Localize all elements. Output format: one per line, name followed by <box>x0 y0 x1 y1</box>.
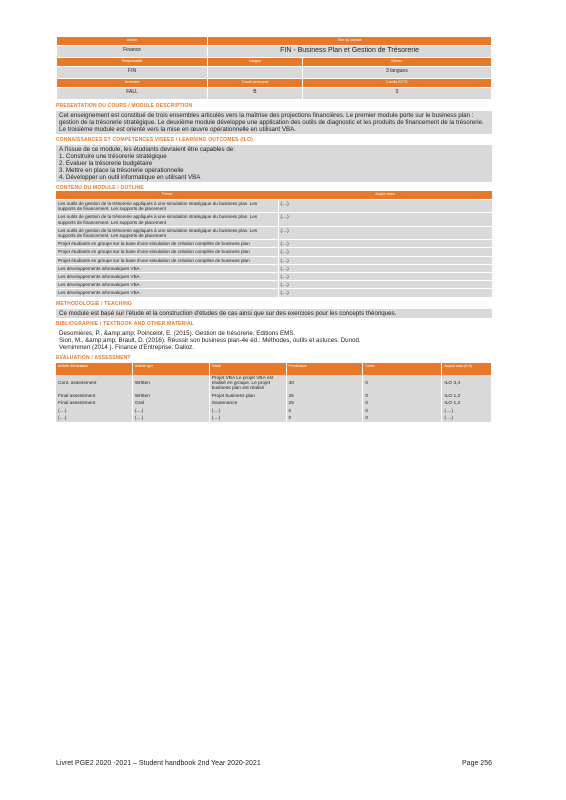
eval-cell: 0 <box>363 408 442 415</box>
eval-cell: (....) <box>56 408 132 415</box>
eval-cell: (....) <box>132 408 209 415</box>
content-cell: Les outils de gestion de la trésorerie appliqués à une simulation stratégique du business plan. Les supports de financement. Les supports de placement <box>56 226 278 239</box>
content-cell: Projet étudiants en groupe sur la base d'une simulation de création complète de business plan <box>56 240 278 248</box>
presentation-title: PRESENTATION DU COURS / MODULE DESCRIPTION <box>56 103 193 109</box>
header-label: Travail personnel <box>208 79 303 88</box>
header-value: 3 <box>302 88 491 100</box>
footer-handbook-title: Livret PGE2 2020 -2021 – Student handbook 2nd Year 2020-2021 <box>56 760 261 767</box>
table-row <box>56 248 492 256</box>
evaluation-table <box>56 363 492 423</box>
course-sheet <box>56 36 492 422</box>
content-col-header: Thème <box>56 191 278 200</box>
eval-cell: 35 <box>286 393 363 400</box>
content-cell: Projet étudiants en groupe sur la base d'une simulation de création complète de business plan <box>56 248 278 256</box>
table-row <box>56 240 492 248</box>
table-row <box>56 264 492 272</box>
header-label: Année <box>57 37 208 46</box>
eval-cell: Final assessment <box>56 400 132 407</box>
content-cell: Les développements informatiques VBA <box>56 289 278 297</box>
bibliography-item: Desomières, P., &amp;amp; Poincelot, E. (2015). Gestion de trésorerie. Editions EMS. <box>59 329 296 337</box>
eval-cell: 0 <box>363 415 442 422</box>
header-value <box>208 67 303 79</box>
eval-cell: Written <box>132 375 209 393</box>
content-cell: (....) <box>278 248 492 256</box>
eval-col-header: Pondération <box>286 363 363 375</box>
header-value: FALL <box>57 88 208 100</box>
content-cell: Projet étudiants en groupe sur la base d'une simulation de création complète de business plan <box>56 256 278 264</box>
methodology-text: Ce module est basé sur l'étude et la construction d'études de cas ainsi que sur des exercices pour les concepts théoriques. <box>56 309 492 318</box>
table-row <box>56 408 492 415</box>
bibliography-title: BIBLIOGRAPHIE / TEXTBOOK AND OTHER MATERIAL <box>56 320 195 327</box>
table-row <box>56 393 492 400</box>
objective-item: 1. Construire une trésorerie stratégique <box>59 153 167 160</box>
table-row <box>56 400 492 407</box>
objectives-block <box>56 145 492 182</box>
content-cell: Les développements informatiques VBA <box>56 264 278 272</box>
bibliography-item: Sion, M., &amp;amp; Brault, D. (2016). Réussir son business plan-4e éd.: Méthodes, outils et astuces. Dunod. <box>59 336 361 344</box>
content-cell: (....) <box>278 256 492 264</box>
header-value: 3 langues <box>302 67 491 79</box>
table-row <box>56 256 492 264</box>
header-label: Titre du module <box>208 37 492 46</box>
table-row <box>56 415 492 422</box>
content-cell: (....) <box>278 281 492 289</box>
content-table <box>56 191 492 298</box>
eval-cell: 40 <box>286 375 363 393</box>
content-cell: Les outils de gestion de la trésorerie appliqués à une simulation stratégique du business plan. Les supports de financement. Les supports de placement <box>56 200 278 213</box>
content-cell: (....) <box>278 240 492 248</box>
eval-cell: 25 <box>286 400 363 407</box>
table-row <box>56 375 492 393</box>
eval-cell: 0 <box>363 400 442 407</box>
eval-col-header: Durée <box>363 363 442 375</box>
content-cell: Les développements informatiques VBA <box>56 281 278 289</box>
eval-col-header: Acquis visés (ILO) <box>442 363 492 375</box>
eval-col-header: Activité d'évaluation <box>56 363 132 375</box>
eval-cell: 0 <box>286 408 363 415</box>
table-row <box>56 213 492 226</box>
eval-cell: Soutenance <box>209 400 286 407</box>
eval-cell: (....) <box>209 415 286 422</box>
eval-cell: 0 <box>363 393 442 400</box>
table-row <box>56 200 492 213</box>
methodology-title: METHODOLOGIE / TEACHING <box>56 300 132 307</box>
header-label: Niveau <box>302 58 491 67</box>
objective-item: 2. Evaluer la trésorerie budgétaire <box>59 160 153 167</box>
objective-item: 4. Développer un outil informatique en utilisant VBA <box>59 174 201 181</box>
header-label: Langue <box>208 58 303 67</box>
content-col-header: Acquis visés <box>278 191 492 200</box>
eval-cell: ILO 3,4 <box>442 375 492 393</box>
content-cell: Les développements informatiques VBA <box>56 273 278 281</box>
content-cell: Les outils de gestion de la trésorerie appliqués à une simulation stratégique du business plan. Les supports de financement. Les supports de placement <box>56 213 278 226</box>
eval-col-header: Activité type <box>132 363 209 375</box>
table-row <box>56 281 492 289</box>
eval-cell: Final assessment <box>56 393 132 400</box>
eval-cell: Oral <box>132 400 209 407</box>
eval-cell: (....) <box>56 415 132 422</box>
objectives-intro: A l'issue de ce module, les étudiants devraient être capables de: <box>59 146 235 153</box>
eval-cell: Projet VBA Le projet VBA est réalisé en groupe. Le projet business plan est réalisé <box>209 375 286 393</box>
eval-cell: 0 <box>286 415 363 422</box>
header-value: B <box>208 88 303 100</box>
header-label: Crédits ECTS <box>302 79 491 88</box>
eval-cell: (....) <box>209 408 286 415</box>
header-value: Finance <box>57 46 208 58</box>
eval-cell: Projet business plan <box>209 393 286 400</box>
content-cell: (....) <box>278 289 492 297</box>
content-cell: (....) <box>278 226 492 239</box>
eval-cell: 0 <box>363 375 442 393</box>
header-label: Responsable <box>57 58 208 67</box>
eval-col-header: Détail <box>209 363 286 375</box>
presentation-text: Cet enseignement est constitué de trois ensembles articulés vers la maîtrise des projections financières. Le premier module porte sur le business plan : gestion de la trésorerie stratégique. Le deuxième module développe une application des outils de diagnostic et les produits de financement de la trésorerie. Le troisième module est orienté vers la mise en œuvre opérationnelle en utilisant VBA. <box>56 111 492 134</box>
page-footer <box>56 760 492 767</box>
evaluation-title: EVALUATION / ASSESSMENT <box>56 354 131 361</box>
table-row <box>56 226 492 239</box>
content-cell: (....) <box>278 213 492 226</box>
eval-cell: (....) <box>442 408 492 415</box>
eval-cell: (....) <box>442 415 492 422</box>
table-row <box>56 289 492 297</box>
content-cell: (....) <box>278 264 492 272</box>
content-title: CONTENU DU MODULE / OUTLINE <box>56 185 144 191</box>
course-title: FIN - Business Plan et Gestion de Trésorerie <box>208 46 492 58</box>
header-value: FIN <box>57 67 208 79</box>
objective-item: 3. Mettre en place la trésorerie opérationnelle <box>59 167 184 174</box>
eval-cell: (....) <box>132 415 209 422</box>
course-header-table <box>56 36 492 100</box>
eval-cell: ILO 1,2 <box>442 393 492 400</box>
eval-cell: Cont. assessment <box>56 375 132 393</box>
bibliography-item: Vernimmen (2014 ). Finance d'Entreprise. Dalloz. <box>59 343 194 351</box>
header-label: Semestre <box>57 79 208 88</box>
content-cell: (....) <box>278 273 492 281</box>
page-number: Page 256 <box>462 760 492 767</box>
eval-cell: ILO 1,2 <box>442 400 492 407</box>
table-row <box>56 273 492 281</box>
eval-cell: Written <box>132 393 209 400</box>
objectives-title: CONNAISSANCES ET COMPETENCES VISEES / LEARNING OUTCOMES (ILO) <box>56 137 253 143</box>
content-cell: (....) <box>278 200 492 213</box>
bibliography-list <box>56 329 492 352</box>
